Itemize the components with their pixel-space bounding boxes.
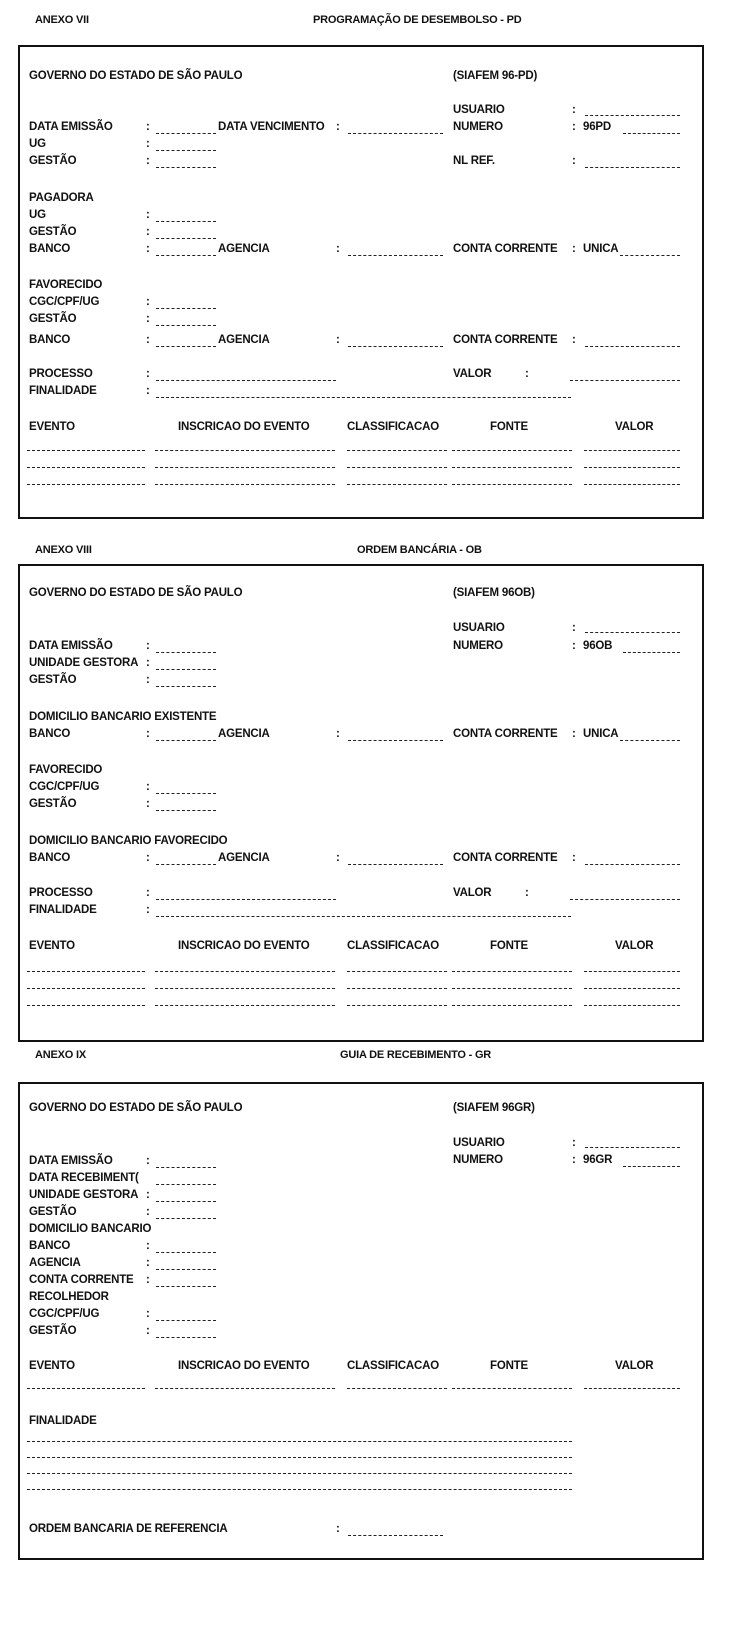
ob-processo-label: PROCESSO — [29, 887, 93, 899]
ob-agencia-field[interactable] — [348, 740, 443, 741]
pd-col-classificacao: CLASSIFICACAO — [347, 421, 439, 433]
pd-col-fonte: FONTE — [490, 421, 528, 433]
pd-data-vencimento-field[interactable] — [348, 133, 443, 134]
pd-agencia-field[interactable] — [348, 255, 443, 256]
pd-agencia-label: AGENCIA — [218, 243, 270, 255]
ob-usuario-field[interactable] — [585, 632, 680, 633]
pd-banco2-label: BANCO — [29, 334, 71, 346]
ob-agencia2-label: AGENCIA — [218, 852, 270, 864]
pd-finalidade-label: FINALIDADE — [29, 385, 97, 397]
pd-anexo-label: ANEXO VII — [35, 14, 89, 26]
pd-data-emissao-label: DATA EMISSÃO — [29, 121, 113, 133]
gr-numero-field[interactable] — [623, 1166, 680, 1167]
pd-form-box: GOVERNO DO ESTADO DE SÃO PAULO (SIAFEM 96-PD) USUARIO : DATA EMISSÃO : DATA VENCIMENTO : NUMERO : 96PD UG : GESTÃO : NL REF. : PAGADORA UG : GESTÃO : BANCO : AGENCIA : CONTA CORRENTE : UNICA FAVORECIDO CGC/CPF/UG : GESTÃO : BANCO : AGENCIA : CONTA CORRENTE : PROCESSO : VALOR : FINALIDADE : EVENTO INSCRICAO DO EVENTO CLASSIFICACAO FONTE VALOR — [18, 45, 704, 519]
ob-gestao2-label: GESTÃO — [29, 798, 77, 810]
pd-numero-field[interactable] — [623, 133, 680, 134]
gr-data-recebimento-field[interactable] — [156, 1184, 216, 1185]
pd-gestao-label: GESTÃO — [29, 155, 77, 167]
pd-cgc-field[interactable] — [156, 308, 216, 309]
gr-col-inscricao: INSCRICAO DO EVENTO — [178, 1360, 310, 1372]
gr-form-box: GOVERNO DO ESTADO DE SÃO PAULO (SIAFEM 96GR) USUARIO : NUMERO : 96GR DATA EMISSÃO : DATA RECEBIMENT( UNIDADE GESTORA : GESTÃO : DOMICILIO BANCARIO BANCO : AGENCIA : CONTA CORRENTE : RECOLHEDOR CGC/CPF/UG : GESTÃO : EVENTO INSCRICAO DO EVENTO CLASSIFICACAO FONTE VALOR FINALIDADE ORDEM BANCARIA DE REFERENCIA : — [18, 1082, 704, 1560]
gr-usuario-field[interactable] — [585, 1147, 680, 1148]
pd-ug2-label: UG — [29, 209, 46, 221]
pd-processo-field[interactable] — [156, 380, 336, 381]
pd-numero-prefix: 96PD — [583, 121, 611, 133]
gr-ordem-ref-label: ORDEM BANCARIA DE REFERENCIA — [29, 1523, 228, 1535]
pd-col-valor: VALOR — [615, 421, 654, 433]
ob-conta-corrente-field[interactable] — [620, 740, 680, 741]
gr-col-valor: VALOR — [615, 1360, 654, 1372]
pd-gestao2-label: GESTÃO — [29, 226, 77, 238]
ob-processo-field[interactable] — [156, 899, 336, 900]
gr-conta-corrente-label: CONTA CORRENTE — [29, 1274, 134, 1286]
ob-numero-field[interactable] — [623, 652, 680, 653]
gr-data-emissao-field[interactable] — [156, 1167, 216, 1168]
gr-gestao2-field[interactable] — [156, 1337, 216, 1338]
pd-col-evento: EVENTO — [29, 421, 75, 433]
pd-finalidade-field[interactable] — [156, 397, 571, 398]
ob-banco2-label: BANCO — [29, 852, 71, 864]
gr-gov: GOVERNO DO ESTADO DE SÃO PAULO — [29, 1102, 243, 1114]
ob-form-title: ORDEM BANCÁRIA - OB — [357, 544, 482, 556]
pd-favorecido-label: FAVORECIDO — [29, 279, 103, 291]
ob-cgc-label: CGC/CPF/UG — [29, 781, 100, 793]
gr-col-classificacao: CLASSIFICACAO — [347, 1360, 439, 1372]
gr-recolhedor-label: RECOLHEDOR — [29, 1291, 109, 1303]
pd-form-title: PROGRAMAÇÃO DE DESEMBOLSO - PD — [313, 14, 522, 26]
gr-finalidade-line-3[interactable] — [27, 1473, 572, 1474]
ob-domicilio-existente-label: DOMICILIO BANCARIO EXISTENTE — [29, 711, 217, 723]
gr-domicilio-label: DOMICILIO BANCARIO — [29, 1223, 152, 1235]
ob-agencia2-field[interactable] — [348, 864, 443, 865]
ob-unidade-gestora-label: UNIDADE GESTORA — [29, 657, 139, 669]
ob-conta-corrente-label: CONTA CORRENTE — [453, 728, 558, 740]
ob-gestao-field[interactable] — [156, 686, 216, 687]
ob-data-emissao-field[interactable] — [156, 652, 216, 653]
pd-banco-label: BANCO — [29, 243, 71, 255]
ob-gestao2-field[interactable] — [156, 810, 216, 811]
pd-ug-field[interactable] — [156, 150, 216, 151]
ob-agencia-label: AGENCIA — [218, 728, 270, 740]
gr-anexo-label: ANEXO IX — [35, 1049, 86, 1061]
ob-sys: (SIAFEM 96OB) — [453, 587, 535, 599]
pd-conta-corrente-label: CONTA CORRENTE — [453, 243, 558, 255]
ob-finalidade-field[interactable] — [156, 916, 571, 917]
gr-finalidade-label: FINALIDADE — [29, 1415, 97, 1427]
gr-finalidade-line-4[interactable] — [27, 1489, 572, 1490]
pd-valor-label: VALOR — [453, 368, 492, 380]
gr-numero-prefix: 96GR — [583, 1154, 613, 1166]
pd-usuario-label: USUARIO — [453, 104, 505, 116]
pd-agencia2-label: AGENCIA — [218, 334, 270, 346]
gr-sys: (SIAFEM 96GR) — [453, 1102, 535, 1114]
ob-valor-label: VALOR — [453, 887, 492, 899]
gr-unidade-gestora-field[interactable] — [156, 1201, 216, 1202]
pd-conta-corrente-field[interactable] — [620, 255, 680, 256]
gr-cgc-label: CGC/CPF/UG — [29, 1308, 100, 1320]
ob-col-valor: VALOR — [615, 940, 654, 952]
pd-data-emissao-field[interactable] — [156, 133, 216, 134]
gr-cgc-field[interactable] — [156, 1320, 216, 1321]
gr-usuario-label: USUARIO — [453, 1137, 505, 1149]
pd-usuario-field[interactable] — [585, 115, 680, 116]
ob-unidade-gestora-field[interactable] — [156, 669, 216, 670]
ob-gestao-label: GESTÃO — [29, 674, 77, 686]
ob-domicilio-favorecido-label: DOMICILIO BANCARIO FAVORECIDO — [29, 835, 228, 847]
pd-ug2-field[interactable] — [156, 221, 216, 222]
ob-form-box: GOVERNO DO ESTADO DE SÃO PAULO (SIAFEM 96OB) USUARIO : DATA EMISSÃO : NUMERO : 96OB UNIDADE GESTORA : GESTÃO : DOMICILIO BANCARIO EXISTENTE BANCO : AGENCIA : CONTA CORRENTE : UNICA FAVORECIDO CGC/CPF/UG : GESTÃO : DOMICILIO BANCARIO FAVORECIDO BANCO : AGENCIA : CONTA CORRENTE : PROCESSO : VALOR : FINALIDADE : EVENTO INSCRICAO DO EVENTO CLASSIFICACAO FONTE VALOR — [18, 564, 704, 1042]
ob-col-classificacao: CLASSIFICACAO — [347, 940, 439, 952]
pd-conta-corrente2-field[interactable] — [585, 346, 680, 347]
pd-banco2-field[interactable] — [156, 346, 216, 347]
pd-processo-label: PROCESSO — [29, 368, 93, 380]
pd-cgc-label: CGC/CPF/UG — [29, 296, 100, 308]
ob-col-evento: EVENTO — [29, 940, 75, 952]
gr-banco-field[interactable] — [156, 1252, 216, 1253]
gr-ordem-ref-field[interactable] — [348, 1535, 443, 1536]
pd-gestao-field[interactable] — [156, 167, 216, 168]
gr-finalidade-line-1[interactable] — [27, 1441, 572, 1442]
ob-valor-field[interactable] — [570, 899, 680, 900]
ob-banco-field[interactable] — [156, 740, 216, 741]
gr-finalidade-line-2[interactable] — [27, 1457, 572, 1458]
gr-gestao-field[interactable] — [156, 1218, 216, 1219]
gr-conta-corrente-field[interactable] — [156, 1286, 216, 1287]
ob-conta-corrente2-field[interactable] — [585, 864, 680, 865]
gr-gestao2-label: GESTÃO — [29, 1325, 77, 1337]
pd-gestao3-label: GESTÃO — [29, 313, 77, 325]
pd-pagadora-label: PAGADORA — [29, 192, 94, 204]
ob-unica: UNICA — [583, 728, 619, 740]
ob-cgc-field[interactable] — [156, 793, 216, 794]
pd-data-vencimento-label: DATA VENCIMENTO — [218, 121, 325, 133]
gr-banco-label: BANCO — [29, 1240, 71, 1252]
pd-agencia2-field[interactable] — [348, 346, 443, 347]
pd-sys: (SIAFEM 96-PD) — [453, 70, 538, 82]
pd-ug-label: UG — [29, 138, 46, 150]
pd-valor-field[interactable] — [570, 380, 680, 381]
pd-nl-ref-label: NL REF. — [453, 155, 495, 167]
ob-col-fonte: FONTE — [490, 940, 528, 952]
pd-numero-label: NUMERO — [453, 121, 503, 133]
pd-gov: GOVERNO DO ESTADO DE SÃO PAULO — [29, 70, 243, 82]
gr-gestao-label: GESTÃO — [29, 1206, 77, 1218]
ob-numero-label: NUMERO — [453, 640, 503, 652]
pd-gestao2-field[interactable] — [156, 238, 216, 239]
pd-gestao3-field[interactable] — [156, 325, 216, 326]
gr-unidade-gestora-label: UNIDADE GESTORA — [29, 1189, 139, 1201]
gr-numero-label: NUMERO — [453, 1154, 503, 1166]
ob-numero-prefix: 96OB — [583, 640, 613, 652]
ob-conta-corrente2-label: CONTA CORRENTE — [453, 852, 558, 864]
gr-col-evento: EVENTO — [29, 1360, 75, 1372]
gr-data-recebimento-label: DATA RECEBIMENT( — [29, 1172, 139, 1184]
ob-banco2-field[interactable] — [156, 864, 216, 865]
gr-agencia-field[interactable] — [156, 1269, 216, 1270]
ob-col-inscricao: INSCRICAO DO EVENTO — [178, 940, 310, 952]
gr-agencia-label: AGENCIA — [29, 1257, 81, 1269]
ob-usuario-label: USUARIO — [453, 622, 505, 634]
pd-unica: UNICA — [583, 243, 619, 255]
ob-finalidade-label: FINALIDADE — [29, 904, 97, 916]
ob-anexo-label: ANEXO VIII — [35, 544, 92, 556]
pd-nl-ref-field[interactable] — [585, 167, 680, 168]
ob-gov: GOVERNO DO ESTADO DE SÃO PAULO — [29, 587, 243, 599]
pd-conta-corrente2-label: CONTA CORRENTE — [453, 334, 558, 346]
ob-favorecido-label: FAVORECIDO — [29, 764, 103, 776]
gr-col-fonte: FONTE — [490, 1360, 528, 1372]
ob-banco-label: BANCO — [29, 728, 71, 740]
gr-data-emissao-label: DATA EMISSÃO — [29, 1155, 113, 1167]
ob-data-emissao-label: DATA EMISSÃO — [29, 640, 113, 652]
pd-col-inscricao: INSCRICAO DO EVENTO — [178, 421, 310, 433]
pd-banco-field[interactable] — [156, 255, 216, 256]
gr-form-title: GUIA DE RECEBIMENTO - GR — [340, 1049, 492, 1061]
